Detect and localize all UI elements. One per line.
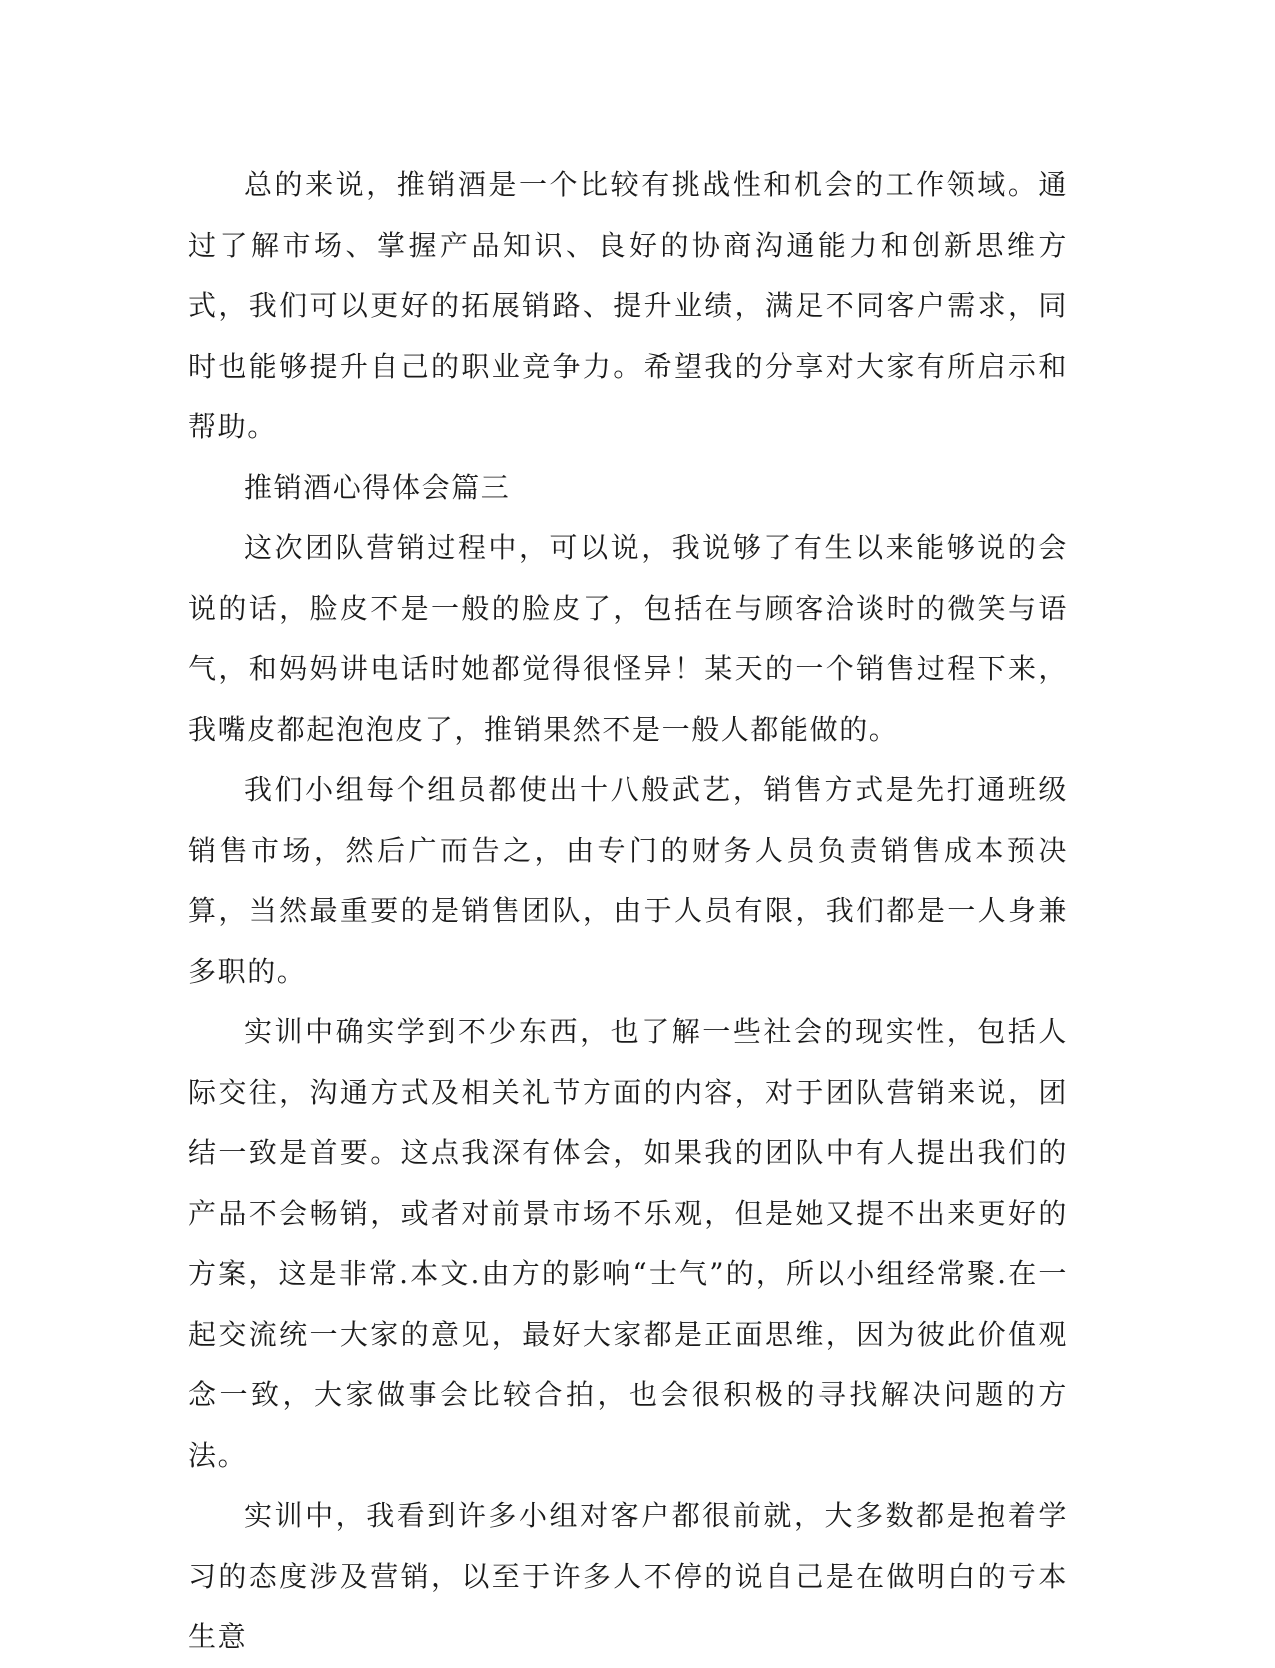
paragraph-team-marketing: 这次团队营销过程中，可以说，我说够了有生以来能够说的会说的话，脸皮不是一般的脸皮了，包括在与顾客洽谈时的微笑与语气，和妈妈讲电话时她都觉得很怪异！某天的一个销售过程下来，我嘴皮都起泡泡皮了，推销果然不是一般人都能做的。 <box>188 531 1068 746</box>
paragraph-group-members: 我们小组每个组员都使出十八般武艺，销售方式是先打通班级销售市场，然后广而告之，由专门的财务人员负责销售成本预决算，当然最重要的是销售团队，由于人员有限，我们都是一人身兼多职的。 <box>188 773 1068 988</box>
paragraph-observations: 实训中，我看到许多小组对客户都很前就，大多数都是抱着学习的态度涉及营销，以至于许多人不停的说自己是在做明白的亏本生意 <box>188 1499 1068 1653</box>
document-body <box>188 155 1068 1668</box>
paragraph-summary: 总的来说，推销酒是一个比较有挑战性和机会的工作领域。通过了解市场、掌握产品知识、良好的协商沟通能力和创新思维方式，我们可以更好的拓展销路、提升业绩，满足不同客户需求，同时也能够提升自己的职业竞争力。希望我的分享对大家有所启示和帮助。 <box>188 168 1068 443</box>
section-heading: 推销酒心得体会篇三 <box>244 470 511 504</box>
paragraph-training-lessons: 实训中确实学到不少东西，也了解一些社会的现实性，包括人际交往，沟通方式及相关礼节方面的内容，对于团队营销来说，团结一致是首要。这点我深有体会，如果我的团队中有人提出我们的产品不会畅销，或者对前景市场不乐观，但是她又提不出来更好的方案，这是非常.本文.由方的影响“士气”的，所以小组经常聚.在一起交流统一大家的意见，最好大家都是正面思维，因为彼此价值观念一致，大家做事会比较合拍，也会很积极的寻找解决问题的方法。 <box>188 1015 1068 1472</box>
